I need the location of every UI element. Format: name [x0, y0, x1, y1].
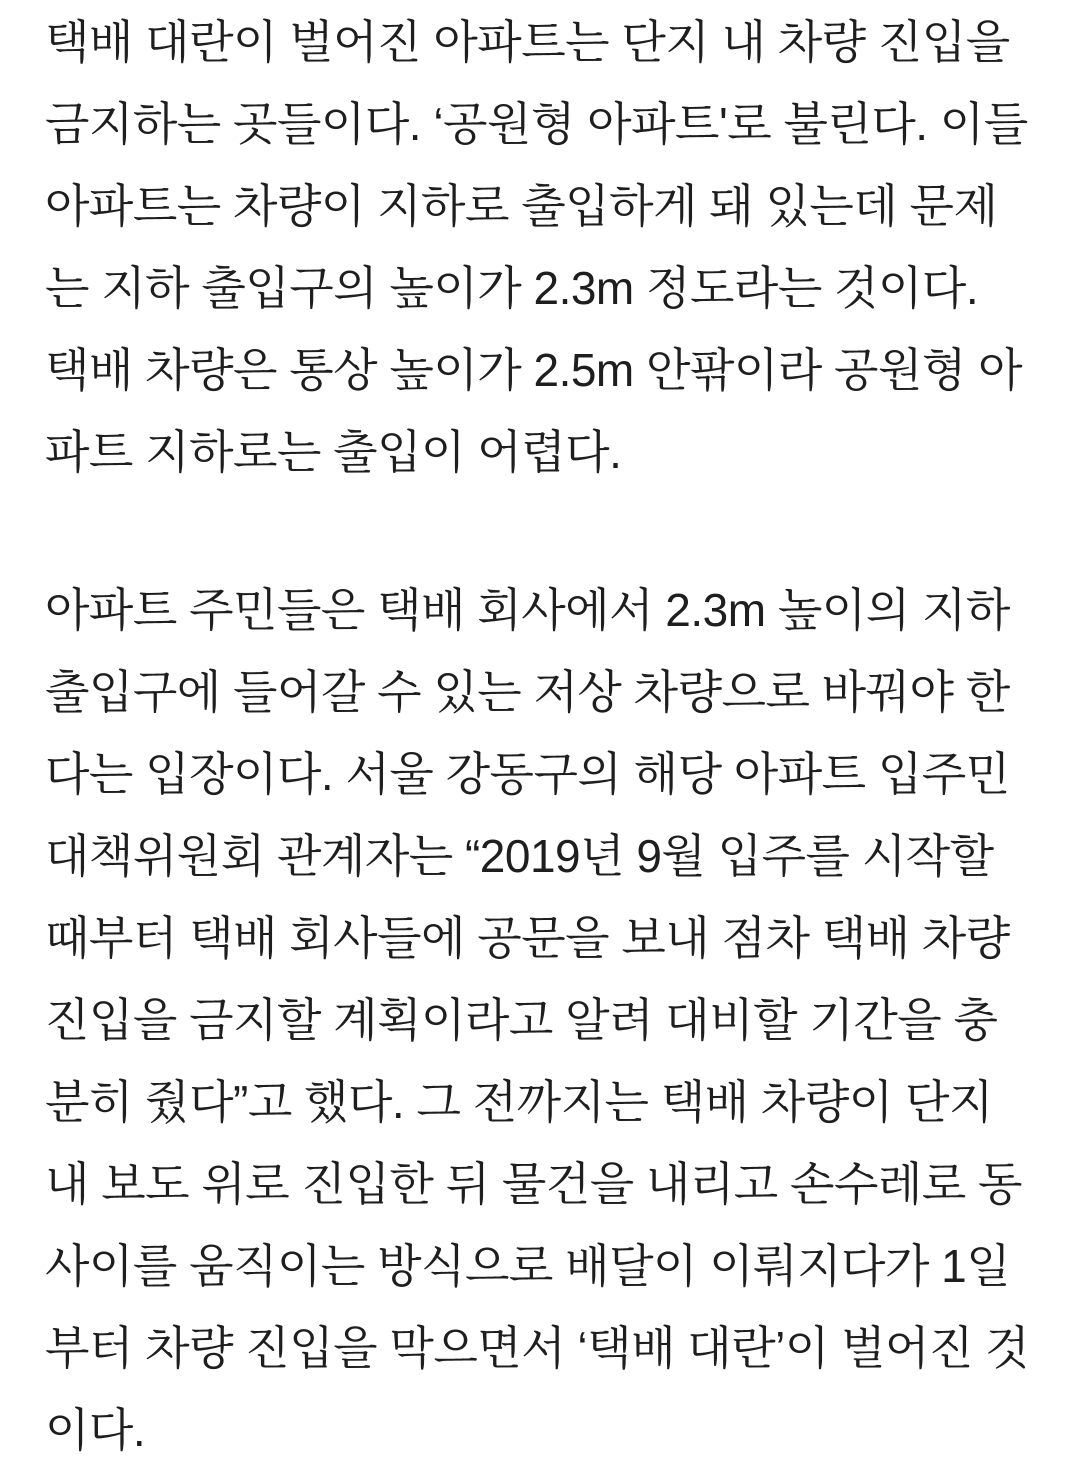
text-line: 대책위원회 관계자는 “2019년 9월 입주를 시작할	[45, 830, 994, 882]
text-line: 는 지하 출입구의 높이가 2.3m 정도라는 것이다.	[45, 262, 979, 314]
text-line: 분히 줬다”고 했다. 그 전까지는 택배 차량이 단지	[45, 1076, 993, 1128]
paragraph	[45, 569, 1038, 1471]
text-line: 파트 지하로는 출입이 어렵다.	[45, 426, 622, 478]
paragraph	[45, 1, 1038, 493]
text-line: 택배 대란이 벌어진 아파트는 단지 내 차량 진입을	[45, 16, 1010, 68]
text-line: 부터 차량 진입을 막으면서 ‘택배 대란’이 벌어진 것	[45, 1322, 1030, 1374]
text-line: 출입구에 들어갈 수 있는 저상 차량으로 바꿔야 한	[45, 666, 1010, 718]
text-line: 아파트는 차량이 지하로 출입하게 돼 있는데 문제	[45, 180, 998, 232]
text-line: 아파트 주민들은 택배 회사에서 2.3m 높이의 지하	[45, 584, 1010, 636]
text-line: 택배 차량은 통상 높이가 2.5m 안팎이라 공원형 아	[45, 344, 1023, 396]
text-line: 내 보도 위로 진입한 뒤 물건을 내리고 손수레로 동	[45, 1158, 1022, 1210]
text-line: 다는 입장이다. 서울 강동구의 해당 아파트 입주민	[45, 748, 1010, 800]
text-line: 진입을 금지할 계획이라고 알려 대비할 기간을 충	[45, 994, 998, 1046]
text-line: 이다.	[45, 1404, 146, 1456]
text-line: 사이를 움직이는 방식으로 배달이 이뤄지다가 1일	[45, 1240, 1011, 1292]
text-line: 때부터 택배 회사들에 공문을 보내 점차 택배 차량	[45, 912, 1010, 964]
text-line: 금지하는 곳들이다. ‘공원형 아파트'로 불린다. 이들	[45, 98, 1028, 150]
